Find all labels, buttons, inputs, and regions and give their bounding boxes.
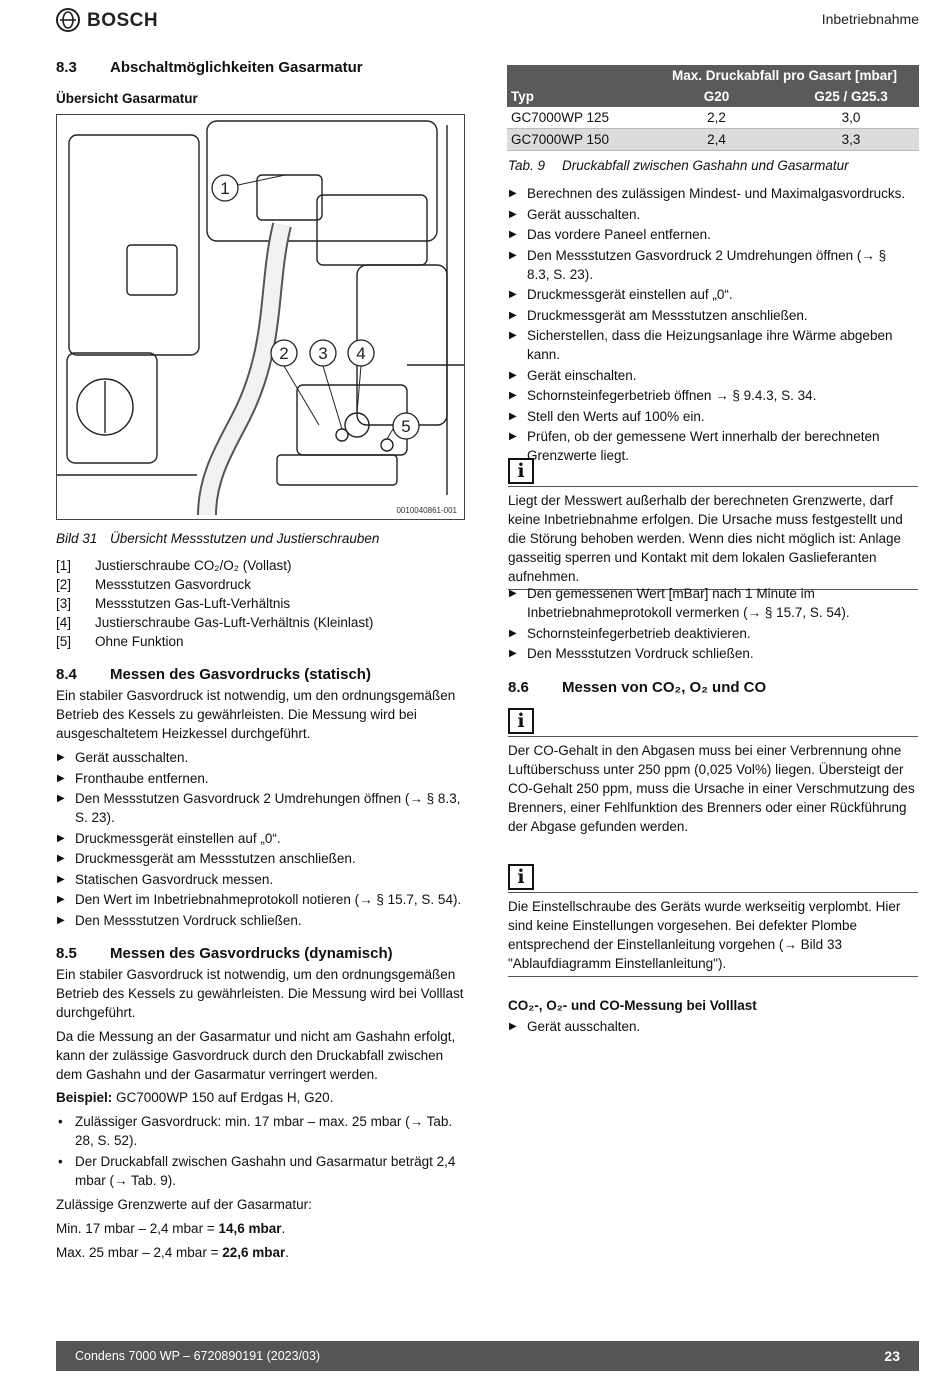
list-item: ▶ Fronthaube entfernen. [56,769,468,788]
list-item: ▶ Gerät ausschalten. [508,205,908,224]
legend-item: [2] Messstutzen Gasvordruck [56,577,252,592]
list-item: ▶ Schornsteinfegerbetrieb deaktivieren. [508,624,918,643]
figure-subtitle: Übersicht Gasarmatur [56,91,198,106]
caption-number: Bild 31 [56,531,98,546]
min-limit: Min. 17 mbar – 2,4 mbar = 14,6 mbar. [56,1221,286,1236]
info-icon: i [508,458,534,484]
table-row: GC7000WP 150 2,4 3,3 [507,129,919,151]
list-item: ▶ Statischen Gasvordruck messen. [56,870,468,889]
header-section-title: Inbetriebnahme [821,11,919,27]
co-steps [508,1017,918,1038]
page-footer [56,1341,919,1371]
list-item: • Der Druckabfall zwischen Gashahn und Gasarmatur beträgt 2,4 mbar (→ Tab. 9). [56,1152,468,1190]
list-item: ▶ Druckmessgerät am Messstutzen anschließen. [508,306,908,325]
caption-text: Übersicht Messstutzen und Justierschrauben [110,531,380,546]
co-measurement-subtitle: CO₂-, O₂- und CO-Messung bei Volllast [508,998,757,1013]
right-steps-1 [508,184,908,467]
legend-item: [5] Ohne Funktion [56,634,184,649]
info-note-3: i Die Einstellschraube des Geräts wurde werkseitig verplombt. Hier sind keine Einstellungen vorgesehen. Bei defekter Plombe entsprechend der Einstellanleitung vorgehen (→ Bild 33 "Ablaufdiagramm Einstellanleitung"). [508,862,918,977]
legend-item: [1] Justierschraube CO₂/O₂ (Vollast) [56,558,292,573]
callout-5: 5 [401,417,411,436]
callout-4: 4 [356,344,366,363]
section-8-3-heading [56,58,363,77]
info-note-2: i Der CO-Gehalt in den Abgasen muss bei einer Verbrennung ohne Luftüberschuss unter 250 ppm (0,025 Vol%) liegen. Übersteigt der CO-Gehalt 250 ppm, muss die Ursache in einer Verschmutzung des Brenners, einer Fehlfunktion des Brenners oder einer Rückführung der Abgase gefunden werden. [508,706,918,839]
list-item: ▶ Druckmessgerät einstellen auf „0“. [56,829,468,848]
info-note-1: i Liegt der Messwert außerhalb der berechneten Grenzwerte, darf keine Inbetriebnahme erfolgen. Die Ursache muss festgestellt und die Störung behoben werden. Wenn dies nicht möglich ist: Anlage gasseitig sperren und Kontakt mit dem lokalen Gaslieferanten aufnehmen. [508,456,918,590]
example-line: Beispiel: GC7000WP 150 auf Erdgas H, G20. [56,1090,334,1105]
section-8-5-bullets [56,1112,468,1192]
legend-item: [4] Justierschraube Gas-Luft-Verhältnis (Kleinlast) [56,615,374,630]
table-row: GC7000WP 125 2,2 3,0 [507,107,919,129]
list-item: ▶ Gerät ausschalten. [508,1017,918,1036]
col-header-g20: G20 [650,86,783,107]
col-header-typ: Typ [507,86,650,107]
list-item: ▶ Den Messstutzen Vordruck schließen. [508,644,918,663]
section-8-5-intro: Ein stabiler Gasvordruck ist notwendig, um den ordnungsgemäßen Betrieb des Kessels zu gewährleisten. Die Messung wird bei Volllast durchgeführt. [56,967,464,1020]
list-item: ▶ Druckmessgerät einstellen auf „0“. [508,285,908,304]
list-item: ▶ Stell den Werts auf 100% ein. [508,407,908,426]
section-8-4-heading: 8.4 Messen des Gasvordrucks (statisch) [56,666,371,683]
pressure-drop-table [507,65,919,151]
info-icon: i [508,864,534,890]
list-item: ▶ Berechnen des zulässigen Mindest- und Maximalgasvordrucks. [508,184,908,203]
list-item: ▶ Den Messstutzen Gasvordruck 2 Umdrehungen öffnen (→ § 8.3, S. 23). [508,246,908,284]
figure-legend [56,556,466,651]
list-item: ▶ Prüfen, ob der gemessene Wert innerhalb der berechneten Grenzwerte liegt. [508,427,908,465]
section-8-4-steps [56,748,468,931]
list-item: • Zulässiger Gasvordruck: min. 17 mbar – max. 25 mbar (→ Tab. 28, S. 52). [56,1112,468,1150]
callout-1: 1 [220,179,230,198]
right-steps-2 [508,584,918,665]
col-header-g25: G25 / G25.3 [783,86,919,107]
list-item: ▶ Den Messstutzen Gasvordruck 2 Umdrehungen öffnen (→ § 8.3, S. 23). [56,789,468,827]
list-item: ▶ Gerät ausschalten. [56,748,468,767]
section-number: 8.3 [56,59,77,76]
gas-valve-figure [56,114,465,520]
figure-code: 0010040861-001 [396,506,457,515]
limits-label: Zulässige Grenzwerte auf der Gasarmatur: [56,1197,312,1212]
section-8-6-heading: 8.6 Messen von CO₂, O₂ und CO [508,679,767,696]
legend-item: [3] Messstutzen Gas-Luft-Verhältnis [56,596,291,611]
brand-name: BOSCH [87,9,159,31]
list-item: ▶ Druckmessgerät am Messstutzen anschließen. [56,849,468,868]
list-item: ▶ Den gemessenen Wert [mBar] nach 1 Minute im Inbetriebnahmeprotokoll vermerken (→ § 15.7, S. 54). [508,584,918,622]
list-item: ▶ Schornsteinfegerbetrieb öffnen → § 9.4.3, S. 34. [508,386,908,405]
max-limit: Max. 25 mbar – 2,4 mbar = 22,6 mbar. [56,1245,290,1260]
gas-valve-illustration [57,115,464,519]
list-item: ▶ Sicherstellen, dass die Heizungsanlage ihre Wärme abgeben kann. [508,326,908,364]
page-number: 23 [884,1348,900,1364]
list-item: ▶ Gerät einschalten. [508,366,908,385]
section-title: Abschaltmöglichkeiten Gasarmatur [110,59,363,76]
brand-logo [56,8,158,32]
section-8-5-heading: 8.5 Messen des Gasvordrucks (dynamisch) [56,945,393,962]
list-item: ▶ Den Messstutzen Vordruck schließen. [56,911,468,930]
figure-caption [56,529,379,548]
info-icon: i [508,708,534,734]
bosch-armature-icon [56,8,80,32]
callout-3: 3 [318,344,328,363]
section-8-4-intro: Ein stabiler Gasvordruck ist notwendig, um den ordnungsgemäßen Betrieb des Kessels zu gewährleisten. Die Messung wird bei ausgeschaltetem Heizkessel durchgeführt. [56,688,456,741]
section-8-5-paragraph: Da die Messung an der Gasarmatur und nicht am Gashahn erfolgt, kann der zulässige Gasvordruck durch den Druckabfall zwischen dem Gashahn und der Gasarmatur verringert werden. [56,1029,456,1082]
list-item: ▶ Das vordere Paneel entfernen. [508,225,908,244]
footer-doc-info: Condens 7000 WP – 6720890191 (2023/03) [75,1349,321,1363]
list-item: ▶ Den Wert im Inbetriebnahmeprotokoll notieren (→ § 15.7, S. 54). [56,890,468,909]
callout-2: 2 [279,344,289,363]
table-caption: Tab. 9 Druckabfall zwischen Gashahn und Gasarmatur [508,158,849,173]
table-group-header: Max. Druckabfall pro Gasart [mbar] [650,65,919,86]
